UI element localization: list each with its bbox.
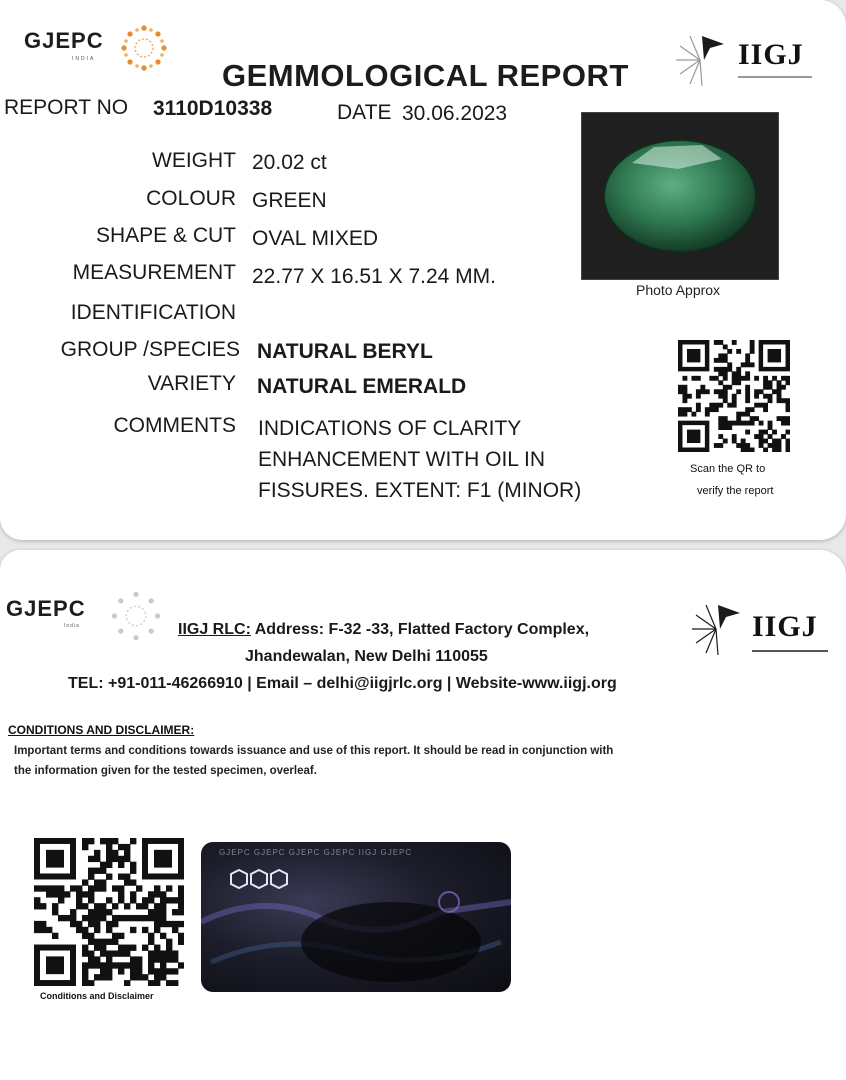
address-label: IIGJ RLC: (178, 621, 251, 638)
iigj-logo (672, 30, 832, 90)
shape-cut-value: OVAL MIXED (252, 227, 379, 250)
gjepc-logo-sub: INDIA (72, 56, 96, 62)
iigj-logo-back-underline (752, 650, 828, 652)
comments-line-2: ENHANCEMENT WITH OIL IN (258, 448, 546, 471)
qr-caption-line-1: Scan the QR to (690, 463, 766, 475)
iigj-logo-underline (738, 76, 812, 78)
identification-label: IDENTIFICATION (70, 301, 236, 324)
comments-line-1: INDICATIONS OF CLARITY (258, 417, 522, 440)
variety-label: VARIETY (147, 372, 236, 395)
qr-pattern-icon (34, 838, 184, 986)
iigj-logo-word: IIGJ (738, 38, 804, 71)
gjepc-logo-word: GJEPC (24, 28, 104, 53)
measurement-value: 22.77 X 16.51 X 7.24 MM. (252, 265, 496, 288)
contact-line: TEL: +91-011-46266910 | Email – delhi@iigjrlc.org | Website-www.iigj.org (68, 675, 617, 692)
colour-label: COLOUR (146, 187, 236, 210)
conditions-qr-caption: Conditions and Disclaimer (40, 991, 154, 1001)
conditions-line-2: the information given for the tested specimen, overleaf. (14, 765, 317, 777)
gem-photo (581, 112, 779, 280)
conditions-title: CONDITIONS AND DISCLAIMER: (8, 723, 195, 737)
weight-value: 20.02 ct (252, 151, 327, 174)
photo-caption: Photo Approx (636, 282, 721, 298)
gjepc-sunburst-icon-back (110, 590, 162, 642)
address-line-1 (178, 621, 589, 639)
address-line-2: Jhandewalan, New Delhi 110055 (245, 648, 488, 665)
date-value: 30.06.2023 (402, 102, 508, 125)
group-species-value: NATURAL BERYL (257, 340, 433, 363)
colour-value: GREEN (252, 189, 327, 212)
comments-line-3: FISSURES. EXTENT: F1 (MINOR) (258, 479, 582, 502)
emerald-gem-icon (582, 113, 778, 279)
weight-label: WEIGHT (152, 149, 236, 172)
group-species-label: GROUP /SPECIES (60, 338, 240, 361)
hologram-text-row-1: GJEPC GJEPC GJEPC GJEPC IIGJ GJEPC (219, 848, 413, 857)
measurement-label: MEASUREMENT (72, 261, 236, 284)
security-hologram (201, 842, 511, 992)
variety-value: NATURAL EMERALD (257, 375, 467, 398)
iigj-star-icon (672, 30, 734, 90)
iigj-logo-back (688, 598, 838, 662)
report-no-label: REPORT NO (4, 96, 129, 119)
date-label: DATE (337, 101, 392, 124)
qr-pattern-icon (678, 340, 790, 452)
gjepc-logo-back-word: GJEPC (6, 596, 86, 621)
gjepc-logo-back-sub: India (64, 623, 80, 629)
report-back-card (0, 550, 846, 1080)
address-line-1-text: Address: F-32 -33, Flatted Factory Complex, (250, 621, 590, 638)
report-title: GEMMOLOGICAL REPORT (222, 58, 629, 93)
qr-caption-line-2: verify the report (697, 485, 774, 497)
comments-label: COMMENTS (113, 414, 236, 437)
conditions-line-1: Important terms and conditions towards issuance and use of this report. It should be read in conjunction with (14, 745, 614, 757)
report-no-value: 3110D10338 (153, 97, 273, 120)
gjepc-logo-back (6, 596, 86, 629)
shape-cut-label: SHAPE & CUT (95, 224, 236, 247)
gjepc-logo (24, 28, 104, 62)
verify-qr-code[interactable] (678, 340, 790, 452)
conditions-qr-code[interactable] (34, 838, 184, 986)
hologram-shimmer-icon (201, 882, 511, 992)
gjepc-sunburst-icon (120, 24, 168, 72)
iigj-logo-back-word: IIGJ (752, 610, 818, 643)
iigj-star-icon-back (688, 598, 750, 660)
